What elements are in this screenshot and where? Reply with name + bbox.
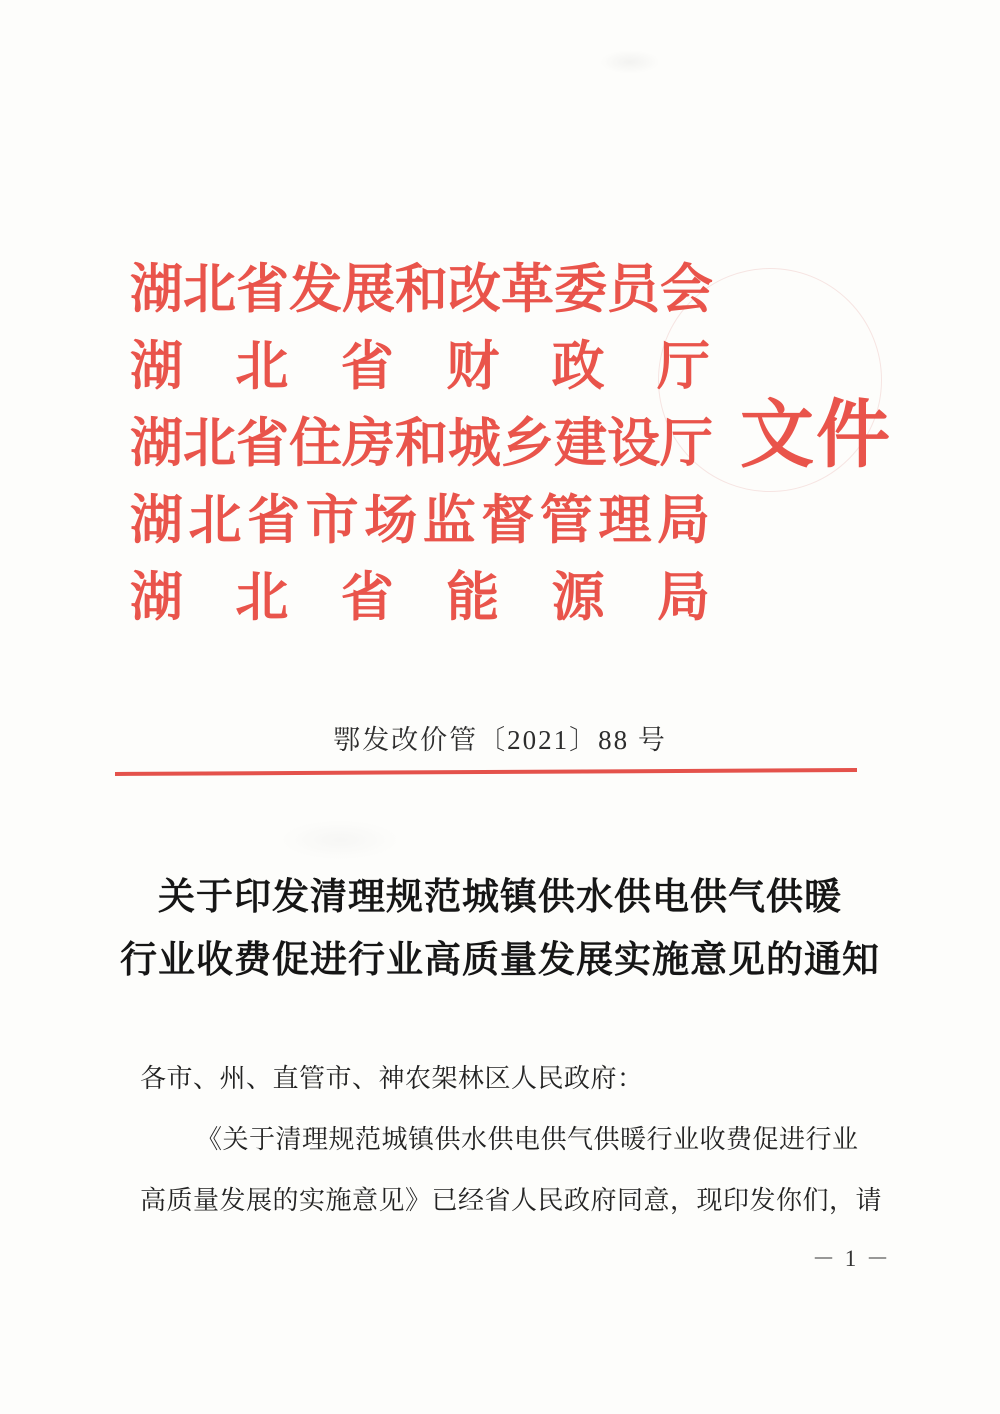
agency-line-development-reform: 湖北省发展和改革委员会 [130, 261, 713, 319]
doc-type-label: 文件 [740, 395, 892, 477]
scan-smudge [600, 50, 660, 74]
title-line-1: 关于印发清理规范城镇供水供电供气供暖 [158, 877, 842, 918]
body-paragraph-line-2: 高质量发展的实施意见》已经省人民政府同意，现印发你们，请 [140, 1186, 883, 1215]
agency-line-energy: 湖北省能源局 [130, 569, 710, 627]
letterhead-agency-block [130, 252, 713, 637]
title-line-2: 行业收费促进行业高质量发展实施意见的通知 [120, 940, 880, 981]
salutation: 各市、州、直管市、神农架林区人民政府： [140, 1064, 644, 1093]
document-title [0, 866, 1000, 992]
body-paragraph-line-1: 《关于清理规范城镇供水供电供气供暖行业收费促进行业 [196, 1125, 859, 1154]
agency-line-market-regulation: 湖北省市场监督管理局 [130, 492, 710, 550]
agency-line-housing-construction: 湖北省住房和城乡建设厅 [130, 415, 713, 473]
red-separator-line [115, 768, 857, 776]
doc-number: 鄂发改价管〔2021〕88 号 [333, 725, 667, 755]
page-number: － 1 － [812, 1246, 891, 1271]
scan-smudge [280, 820, 400, 860]
agency-line-finance: 湖北省财政厅 [130, 338, 710, 396]
